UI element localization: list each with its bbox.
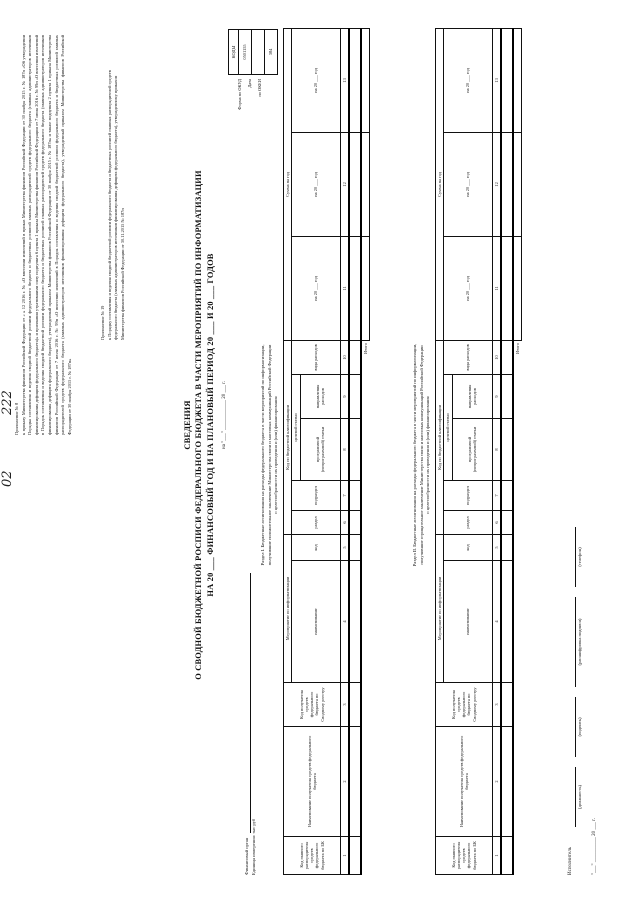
sign-line xyxy=(575,697,576,757)
position-caption: (должность) xyxy=(577,784,582,810)
num-cell: 2 xyxy=(492,727,501,837)
appendix-19-block xyxy=(100,70,126,340)
col-vid: вида расходов xyxy=(444,340,492,374)
col-razdel: раздел xyxy=(444,510,492,534)
num-cell: 6 xyxy=(340,510,349,534)
section-1-heading-line-2: получившие положительное заключение Министерства связи и массовых коммуникаций Российской Федерации xyxy=(266,344,272,566)
num-cell: 13 xyxy=(492,28,501,132)
section-1-heading-line-1: Раздел I. Бюджетные ассигнования на расходы федерального бюджета в части мероприятий по информатизации, xyxy=(260,344,265,566)
num-cell: 12 xyxy=(340,132,349,236)
num-cell: 7 xyxy=(492,480,501,510)
num-cell: 10 xyxy=(340,340,349,374)
codes-table xyxy=(228,29,278,75)
col-kod-pol: Код получателя средств федерального бюджета по Сводному реестру xyxy=(436,683,493,727)
group-cs: целевой статьи xyxy=(292,374,300,480)
section-1-data-row xyxy=(349,28,361,874)
col-progr: программной (непрограммной) статьи xyxy=(300,418,340,480)
title-line-3: НА 20 ___ ФИНАНСОВЫЙ ГОД И НА ПЛАНОВЫЙ ПЕРИОД 20 ___ И 20 ___ ГОДОВ xyxy=(205,253,215,597)
col-podrazdel: подраздел xyxy=(444,480,492,510)
num-cell: 8 xyxy=(492,418,501,480)
phone-line xyxy=(575,527,576,587)
num-cell: 4 xyxy=(340,561,349,683)
section-1-total-label: Итого xyxy=(362,342,368,355)
num-cell: 11 xyxy=(340,236,349,340)
phone-caption: (телефон) xyxy=(577,547,582,567)
handwritten-number: 222 xyxy=(0,390,15,415)
col-napr: направления расходов xyxy=(300,374,340,418)
col-progr: программной (непрограммной) статьи xyxy=(452,418,492,480)
group-meropr: Мероприятие по информатизации xyxy=(436,534,444,682)
num-cell: 13 xyxy=(340,28,349,132)
section-2-table xyxy=(435,28,522,875)
group-meropr: Мероприятие по информатизации xyxy=(284,534,292,682)
col-kod-pol: Код получателя средств федерального бюджета по Сводному реестру xyxy=(284,683,341,727)
col-sum-2: на 20 ___ год xyxy=(292,132,340,236)
okud-label: Форма по ОКУД xyxy=(237,79,242,110)
group-kbk: Код по бюджетной классификации xyxy=(284,340,292,534)
col-naim: наименование xyxy=(292,561,340,683)
col-podrazdel: подраздел xyxy=(292,480,340,510)
num-cell: 9 xyxy=(340,374,349,418)
codes-labels xyxy=(228,79,265,159)
appendix-19-text: к Порядку составления и ведения сводной бюджетной росписи федерального бюджета и бюджетных росписей главных распорядителей средств федерального бюджета (главных администраторов источников финансирования дефицита федерального бюджета), утвержденному приказом Министерства финансов Российской Федерации от 30.11.2015 № 187н xyxy=(106,70,125,340)
num-cell: 2 xyxy=(340,727,349,837)
num-cell: 5 xyxy=(492,534,501,560)
section-2-num-row xyxy=(492,28,501,874)
section-2-total-row xyxy=(513,28,521,874)
col-sum-1: на 20 ___ год xyxy=(292,236,340,340)
appendix-8-block xyxy=(14,35,73,435)
appendix-19-title: Приложение № 19 xyxy=(100,305,105,340)
signature-date: "___" __________ 20 ___ г. xyxy=(592,818,597,875)
col-napr: направления расходов xyxy=(452,374,492,418)
col-naim: наименование xyxy=(444,561,492,683)
col-kod: код xyxy=(292,534,340,560)
okud-value: 0501155 xyxy=(239,30,252,75)
codes-header: КОДЫ xyxy=(229,30,239,75)
title-line-1: СВЕДЕНИЯ xyxy=(183,400,192,450)
section-2-heading-line-1: Раздел II. Бюджетные ассигнования на расходы федерального бюджета в части мероприятий по информатизации, xyxy=(412,343,417,567)
section-1-heading xyxy=(260,235,280,675)
num-cell: 1 xyxy=(492,837,501,875)
report-date-line: на "___" ____________ 20 ___ г. xyxy=(222,381,227,449)
date-value xyxy=(252,30,265,75)
num-cell: 12 xyxy=(492,132,501,236)
col-kod-grs: Код главного распорядителя средств федерального бюджета по БК xyxy=(284,837,341,875)
col-sum-3: на 20 ___ год xyxy=(444,28,492,132)
okei-value: 384 xyxy=(265,30,278,75)
num-cell: 9 xyxy=(492,374,501,418)
section-1-total-row xyxy=(361,28,369,874)
decode-line xyxy=(575,597,576,687)
section-2-heading-line-2: получившие отрицательное заключение Министерства связи и массовых коммуникаций Российской Федерации xyxy=(418,345,424,565)
section-2-data-row xyxy=(501,28,513,874)
title-line-2: О СВОДНОЙ БЮДЖЕТНОЙ РОСПИСИ ФЕДЕРАЛЬНОГО БЮДЖЕТА В ЧАСТИ МЕРОПРИЯТИЙ ПО ИНФОРМАТИЗАЦИИ xyxy=(194,170,204,680)
col-vid: вида расходов xyxy=(292,340,340,374)
num-cell: 3 xyxy=(340,683,349,727)
num-cell: 5 xyxy=(340,534,349,560)
num-cell: 1 xyxy=(340,837,349,875)
group-cs: целевой статьи xyxy=(444,374,452,480)
col-kod-grs: Код главного распорядителя средств федерального бюджета по БК xyxy=(436,837,493,875)
date-label: Дата xyxy=(247,79,252,88)
section-2-heading-line-3: о целесообразности их проведения и (или) финансирования xyxy=(425,396,431,514)
section-1-heading-line-3: о целесообразности их проведения и (или) финансирования xyxy=(273,396,279,514)
col-name-grs: Наименование получателя средств федерального бюджета xyxy=(284,727,341,837)
section-2-heading xyxy=(412,235,432,675)
fin-organ-line xyxy=(250,573,251,833)
executor-label: Исполнитель xyxy=(568,847,573,875)
col-sum-1: на 20 ___ год xyxy=(444,236,492,340)
num-cell: 6 xyxy=(492,510,501,534)
fin-organ-label: Финансовый орган xyxy=(244,837,249,875)
col-kod: код xyxy=(444,534,492,560)
group-sum: Сумма на год xyxy=(436,28,444,340)
num-cell: 4 xyxy=(492,561,501,683)
col-sum-3: на 20 ___ год xyxy=(292,28,340,132)
okei-label: по ОКЕИ xyxy=(257,79,262,97)
section-2-total-label: Итого xyxy=(514,342,520,355)
appendix-8-title: Приложение № 8 xyxy=(14,402,19,435)
num-cell: 8 xyxy=(340,418,349,480)
col-name-grs: Наименование получателя средств федерального бюджета xyxy=(436,727,493,837)
document-title xyxy=(182,115,216,735)
decode-caption: (расшифровка подписи) xyxy=(577,618,582,666)
sign-caption: (подпись) xyxy=(577,717,582,737)
group-kbk: Код по бюджетной классификации xyxy=(436,340,444,534)
num-cell: 10 xyxy=(492,340,501,374)
unit-label: Единица измерения: тыс руб xyxy=(251,818,256,875)
section-1-table xyxy=(283,28,370,875)
col-sum-2: на 20 ___ год xyxy=(444,132,492,236)
group-sum: Сумма на год xyxy=(284,28,292,340)
col-razdel: раздел xyxy=(292,510,340,534)
appendix-8-text: к приказу Министерства финансов Российской Федерации от « » 12 2016 г. № «О внесении изменений в приказ Министерства финансов Российской Федерации от 30 ноября 2015 г. № 187н «Об утверждении Порядка составления и ведения сводной бюджетной росписи федерального бюджета и бюджетных росписей главных распорядителей средств федерального бюджета (главных администраторов источников финансирования дефицита федерального бюджета)» и признании утратившими силу подпункта 6 пункта 1 приказа Министерства финансов Российской Федерации от 7 июля 2016 г. № 99н «О внесении изменений в Порядок составления и ведения сводной бюджетной росписи федерального бюджета и бюджетных росписей главных распорядителей средств федерального бюджета (главных администраторов источников финансирования дефицита федерального бюджета), утвержденный приказом Министерства финансов Российской Федерации от 30 ноября 2015 г. № 187н» и также подпункта 2 пункта 1 приказа Министерства финансов Российской Федерации от 7 июля 2016 г. № 99н «О внесении изменений в Порядок составления и ведения сводной бюджетной росписи федерального бюджета и бюджетных росписей главных распорядителей средств федерального бюджета (главных администраторов источников финансирования дефицита федерального бюджета), утвержденный приказом Министерства финансов Российской Федерации от 30 ноября 2015 г. № 187н» xyxy=(20,35,72,435)
section-1-num-row xyxy=(340,28,349,874)
num-cell: 7 xyxy=(340,480,349,510)
num-cell: 3 xyxy=(492,683,501,727)
num-cell: 11 xyxy=(492,236,501,340)
handwritten-date: 02 xyxy=(0,470,15,487)
position-line xyxy=(575,767,576,827)
